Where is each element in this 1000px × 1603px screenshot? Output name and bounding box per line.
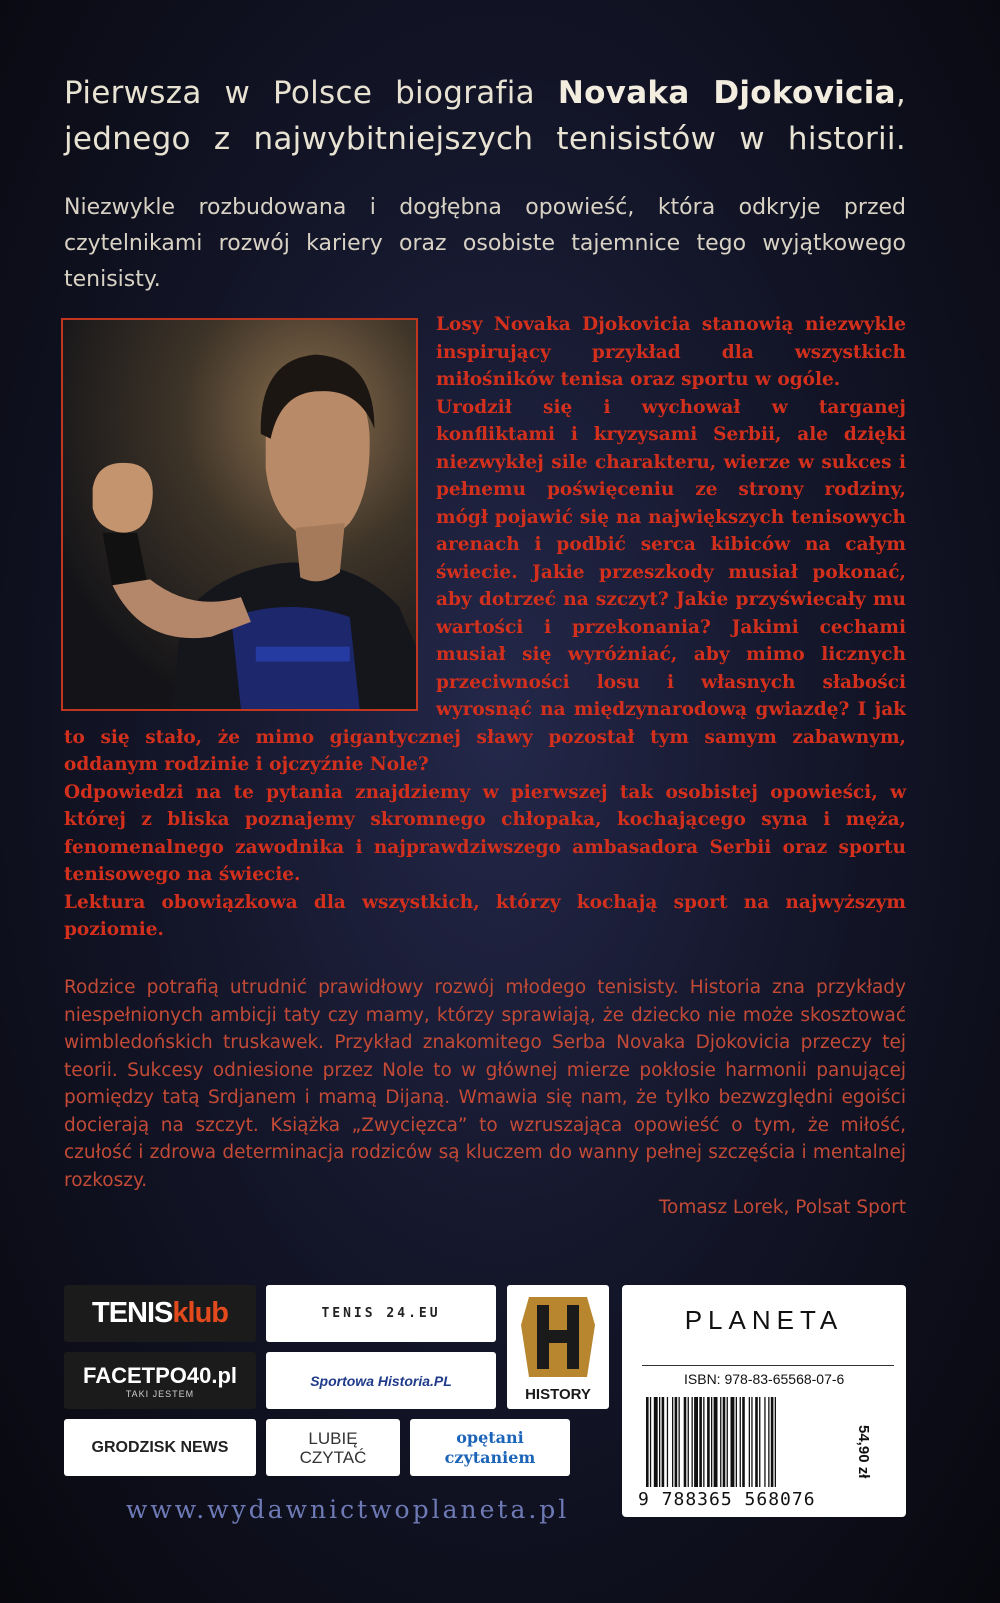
barcode-bar [714,1397,718,1487]
barcode-bar [723,1397,726,1487]
intro-paragraph: Niezwykle rozbudowana i dogłębna opowieść, która odkryje przed czytelnikami rozwój kariery oraz osobiste tajemnice tego wyjątkowego tenisisty. [64,195,906,292]
publisher-box [622,1285,906,1517]
barcode-bar [679,1397,680,1487]
barcode-bar [688,1397,689,1487]
barcode [644,1397,858,1487]
facet-sub-text: TAKI JESTEM [125,1388,195,1399]
headline [64,70,906,162]
barcode-bar [650,1397,651,1487]
barcode-bar [751,1397,752,1487]
barcode-bar [675,1397,678,1487]
barcode-bar [692,1397,693,1487]
barcode-bar [768,1397,769,1487]
tenis24-logo [266,1285,496,1342]
barcode-bar [736,1397,737,1487]
lubie-text-1: LUBIĘ [308,1428,358,1448]
barcode-bar [742,1397,745,1487]
tenis24-text: TENIS 24.EU [321,1306,441,1321]
barcode-bar [684,1397,687,1487]
barcode-digits: 9 788365 568076 [638,1489,816,1510]
barcode-bar [694,1397,698,1487]
barcode-bar [711,1397,712,1487]
barcode-bar [764,1397,765,1487]
sportowa-historia-logo [266,1352,496,1409]
barcode-bar [654,1397,658,1487]
description-p4: Lektura obowiązkowa dla wszystkich, którzy kochają sport na najwyższym poziomie. [64,891,906,940]
facet-main-text: FACETPO40.pl [82,1362,238,1388]
barcode-bar [720,1397,721,1487]
barcode-bar [731,1397,735,1487]
barcode-bar [740,1397,741,1487]
barcode-bar [667,1397,668,1487]
tenis-klub-logo [64,1285,256,1342]
barcode-bar [699,1397,702,1487]
barcode-bar [749,1397,750,1487]
barcode-bar [659,1397,660,1487]
opetani-text-2: czytaniem [444,1447,536,1467]
description-p1: Losy Novaka Djokovicia stanowią niezwykle inspirujący przykład dla wszystkich miłośników tenisa oraz sportu w ogóle. [436,314,906,390]
facet-po40-logo [64,1352,256,1409]
quote [64,974,906,1222]
barcode-bar [771,1397,774,1487]
description-p2: Urodził się i wychował w targanej konfliktami i kryzysami Serbii, ale dzięki niezwykłej sile charakteru, wierze w sukces i pełnemu poświęceniu ze strony rodziny, mógł pojawić się na największych tenisowych arenach i podbić serca kibiców na całym świecie. Jakie przeszkody musiał pokonać, aby dotrzeć na szczyt? Jakie przyświecały mu wartości i przekonania? Jakimi cechami musiał się wyróżniać, aby mimo licznych przeciwności losu i własnych słabości wyrosnąć na międzynarodową gwiazdę? I jak to się stało, że mimo gigantycznej sławy pozostał tym samym zabawnym, oddanym rodzinie i ojczyźnie Nole? [64,396,906,775]
barcode-bar [707,1397,710,1487]
headline-name: Novaka Djokovicia [557,75,896,111]
tenis-klub-text-b: klub [172,1297,229,1329]
sportowa-text: Sportowa Historia.PL [310,1372,452,1389]
divider [642,1365,894,1366]
headline-part1: Pierwsza w Polsce biografia [64,75,558,111]
grodzisk-text: GRODZISK NEWS [91,1438,229,1456]
barcode-bar [672,1397,673,1487]
headline-part2: , [895,75,906,111]
barcode-bar [759,1397,760,1487]
barcode-bar [662,1397,665,1487]
isbn: ISBN: 978-83-65568-07-6 [684,1371,845,1387]
lubie-czytac-logo [266,1419,400,1476]
publisher-website: www.wydawnictwoplaneta.pl [126,1495,570,1524]
opetani-text-1: opętani [456,1427,524,1447]
quote-author: Tomasz Lorek, Polsat Sport [658,1197,906,1218]
barcode-bar [727,1397,728,1487]
price: 54,90 zł [855,1425,872,1479]
barcode-bar [703,1397,704,1487]
opetani-czytaniem-logo [410,1419,570,1476]
quote-text: Rodzice potrafią utrudnić prawidłowy rozwój młodego tenisisty. Historia zna przykłady niespełnionych ambicji taty czy mamy, którzy sprawiają, że dziecko nie może skosztować wimbledońskich truskawek. Przykład znakomitego Serba Novaka Djokovicia przeczy tej teorii. Sukcesy odniesione przez Nole to w głównej mierze pokłosie harmonii panującej pomiędzy tatą Srdjanem i mamą Dijaną. Wmawia się nam, że tylko bezwzględni egoiści docierają na szczyt. Książka „Zwycięzca” to wzruszająca opowieść o tym, że miłość, czułość i zdrowa determinacja rodziców są kluczem do wanny pełnej szczęścia i mentalnej rozkoszy. [64,977,906,1191]
tenis-klub-text-a: TENIS [91,1297,173,1329]
history-text: HISTORY [525,1386,591,1403]
lubie-text-2: CZYTAĆ [299,1447,367,1467]
planeta-logo: PLANETA [684,1305,844,1335]
history-logo [507,1285,609,1409]
barcode-bar [775,1397,776,1487]
grodzisk-news-logo [64,1419,256,1476]
barcode-bar [646,1397,649,1487]
headline-line2: jednego z najwybitniejszych tenisistów w historii. [64,121,906,157]
author-photo [61,318,418,711]
barcode-bar [755,1397,758,1487]
description-p3: Odpowiedzi na te pytania znajdziemy w pierwszej tak osobistej opowieści, w której z bliska poznajemy skromnego chłopaka, kochającego syna i męża, fenomenalnego zawodnika i najprawdziwszego ambasadora Serbii oraz sportu tenisowego na świecie. [64,781,906,885]
